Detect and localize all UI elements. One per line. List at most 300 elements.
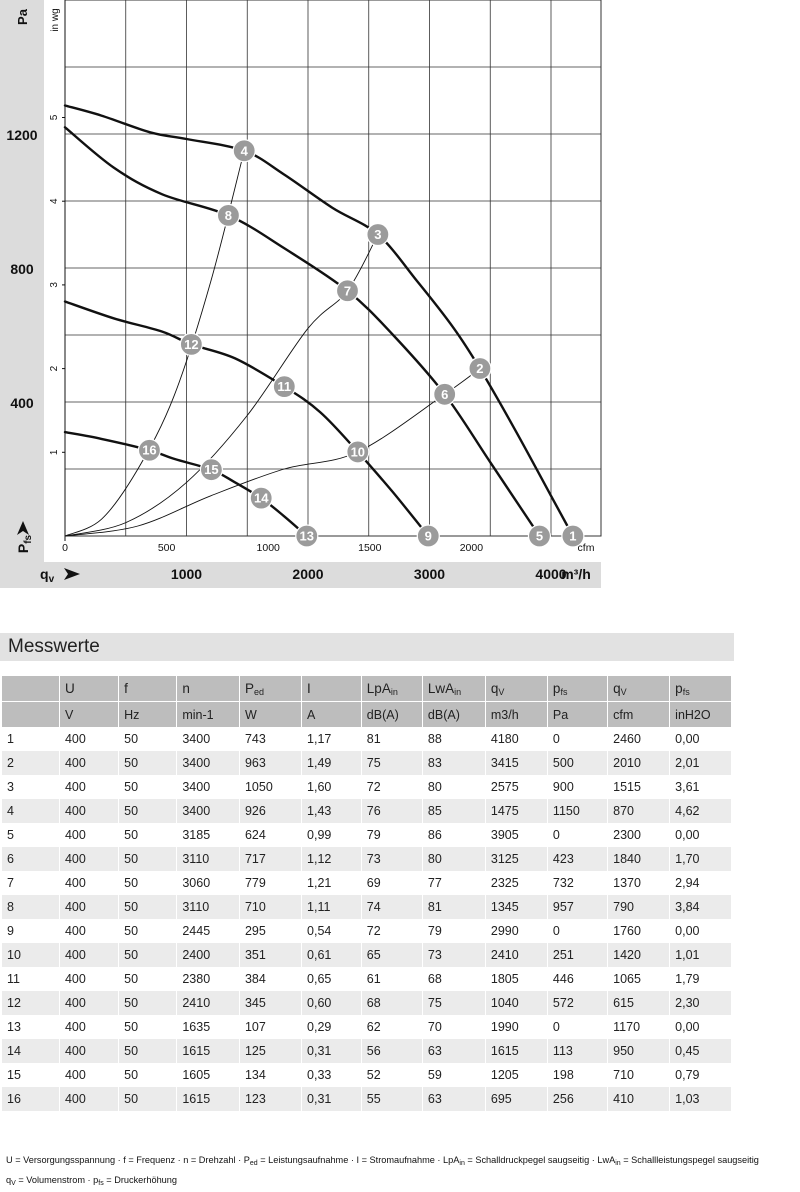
footnote-text: = Schalldruckpegel saugseitig · LwA [464, 1155, 616, 1165]
table-cell: 963 [239, 751, 301, 775]
table-cell: 0 [547, 727, 607, 751]
table-cell: 11 [2, 967, 59, 991]
table-cell: 0,00 [670, 727, 732, 751]
header-row-units [2, 702, 732, 728]
table-cell: 900 [547, 775, 607, 799]
footnote-subscript: fs [98, 1180, 104, 1187]
table-cell: 743 [239, 727, 301, 751]
table-cell: 56 [361, 1039, 422, 1063]
cfm-tick-label: 500 [157, 542, 176, 554]
left-axis-band [0, 0, 44, 562]
table-cell: 2010 [608, 751, 670, 775]
table-cell: 50 [119, 1087, 177, 1111]
m3h-tick-label: 2000 [292, 566, 324, 582]
marker-8 [217, 204, 239, 226]
table-cell: 0,00 [670, 1015, 732, 1039]
column-header [608, 676, 670, 702]
table-cell: 790 [608, 895, 670, 919]
footnote-subscript: in [615, 1160, 621, 1167]
table-cell: 0,00 [670, 823, 732, 847]
table-cell: 123 [239, 1087, 301, 1111]
cfm-tick-label: 1000 [256, 542, 280, 554]
marker-label: 8 [224, 207, 233, 223]
table-cell: 1,17 [302, 727, 362, 751]
column-unit: A [302, 702, 362, 728]
table-cell: 12 [2, 991, 59, 1015]
table-cell: 0 [547, 919, 607, 943]
table-cell: 400 [59, 775, 118, 799]
table-cell: 256 [547, 1087, 607, 1111]
table-cell: 3,61 [670, 775, 732, 799]
table-cell: 61 [361, 967, 422, 991]
table-cell: 2325 [485, 871, 547, 895]
table-row [2, 751, 732, 775]
marker-label: 2 [476, 361, 484, 376]
table-cell: 446 [547, 967, 607, 991]
cfm-unit-label: cfm [577, 542, 595, 554]
table-cell: 710 [608, 1063, 670, 1087]
table-cell: 0,61 [302, 943, 362, 967]
marker-14 [250, 487, 272, 509]
table-cell: 88 [422, 727, 485, 751]
column-header-main: LwA [427, 680, 455, 696]
table-cell: 624 [239, 823, 301, 847]
table-cell: 79 [361, 823, 422, 847]
x-axis-label-main: q [40, 566, 49, 582]
table-cell: 50 [119, 991, 177, 1015]
column-unit [2, 702, 59, 728]
y-axis-label-sub: fs [23, 534, 34, 544]
table-cell: 0,00 [670, 919, 732, 943]
table-cell: 50 [119, 775, 177, 799]
table-row [2, 991, 732, 1015]
table-cell: 50 [119, 727, 177, 751]
table-cell: 2410 [177, 991, 240, 1015]
table-cell: 15 [2, 1063, 59, 1087]
table-cell: 113 [547, 1039, 607, 1063]
section-title: Messwerte [0, 633, 734, 661]
table-cell: 1635 [177, 1015, 240, 1039]
table-row [2, 799, 732, 823]
table-cell: 1990 [485, 1015, 547, 1039]
table-cell: 1205 [485, 1063, 547, 1087]
column-unit: dB(A) [361, 702, 422, 728]
table-cell: 63 [422, 1087, 485, 1111]
table-cell: 72 [361, 775, 422, 799]
table-row [2, 919, 732, 943]
table-row [2, 967, 732, 991]
table-cell: 50 [119, 895, 177, 919]
table-cell: 1 [2, 727, 59, 751]
x-axis-label-sub: v [48, 574, 55, 585]
measurement-table [2, 676, 732, 1111]
footnote-text: = Leistungsaufnahme · I = Stromaufnahme · LpA [257, 1155, 460, 1165]
table-row [2, 1015, 732, 1039]
table-cell: 3110 [177, 895, 240, 919]
table-cell: 400 [59, 799, 118, 823]
table-cell: 1,11 [302, 895, 362, 919]
footnote-text: U = Versorgungsspannung · f = Frequenz · n = Drehzahl · P [6, 1155, 250, 1165]
cfm-tick-label: 0 [62, 542, 68, 554]
marker-label: 13 [299, 528, 315, 544]
table-cell: 400 [59, 991, 118, 1015]
table-cell: 81 [361, 727, 422, 751]
marker-label: 5 [535, 528, 544, 544]
table-cell: 1,03 [670, 1087, 732, 1111]
table-cell: 0,31 [302, 1039, 362, 1063]
table-cell: 1515 [608, 775, 670, 799]
table-cell: 1605 [177, 1063, 240, 1087]
table-cell: 1050 [239, 775, 301, 799]
table-cell: 1,60 [302, 775, 362, 799]
table-cell: 76 [361, 799, 422, 823]
table-cell: 2380 [177, 967, 240, 991]
column-unit: cfm [608, 702, 670, 728]
table-cell: 0,65 [302, 967, 362, 991]
table-cell: 351 [239, 943, 301, 967]
table-cell: 73 [361, 847, 422, 871]
table-cell: 615 [608, 991, 670, 1015]
table-cell: 85 [422, 799, 485, 823]
table-cell: 400 [59, 727, 118, 751]
table-cell: 77 [422, 871, 485, 895]
table-cell: 1420 [608, 943, 670, 967]
table-cell: 50 [119, 871, 177, 895]
table-cell: 2300 [608, 823, 670, 847]
table-cell: 0,45 [670, 1039, 732, 1063]
cfm-tick-label: 2000 [459, 542, 484, 554]
marker-label: 15 [204, 462, 219, 478]
table-row [2, 943, 732, 967]
column-header [485, 676, 547, 702]
footnote-text: = Schallleistungspegel saugseitig [620, 1155, 759, 1165]
table-cell: 50 [119, 823, 177, 847]
table-cell: 1150 [547, 799, 607, 823]
table-cell: 1,12 [302, 847, 362, 871]
table-cell: 1,43 [302, 799, 362, 823]
table-cell: 50 [119, 1015, 177, 1039]
table-cell: 572 [547, 991, 607, 1015]
footnote-text: = Druckerhöhung [103, 1175, 178, 1185]
column-header-sub: in [390, 686, 398, 697]
column-header [422, 676, 485, 702]
table-cell: 2400 [177, 943, 240, 967]
table-cell: 62 [361, 1015, 422, 1039]
table-cell: 3110 [177, 847, 240, 871]
table-cell: 0,29 [302, 1015, 362, 1039]
table-cell: 3060 [177, 871, 240, 895]
table-row [2, 727, 732, 751]
marker-label: 6 [441, 386, 449, 402]
table-cell: 125 [239, 1039, 301, 1063]
table-cell: 3400 [177, 727, 240, 751]
table-row [2, 847, 732, 871]
table-body [2, 727, 732, 1111]
table-cell: 3185 [177, 823, 240, 847]
footnote-line-1 [6, 1152, 800, 1172]
table-cell: 68 [422, 967, 485, 991]
column-unit: dB(A) [422, 702, 485, 728]
column-header-main: U [64, 681, 75, 696]
column-header-main: n [182, 681, 190, 696]
marker-label: 16 [142, 442, 157, 458]
table-cell: 0,33 [302, 1063, 362, 1087]
table-cell: 1,01 [670, 943, 732, 967]
column-header-sub: in [454, 686, 462, 697]
table-cell: 50 [119, 847, 177, 871]
column-unit: inH2O [670, 702, 732, 728]
table-cell: 107 [239, 1015, 301, 1039]
column-unit: W [239, 702, 301, 728]
table-cell: 75 [361, 751, 422, 775]
table-cell: 1040 [485, 991, 547, 1015]
table-cell: 400 [59, 1015, 118, 1039]
table-cell: 1760 [608, 919, 670, 943]
table-cell: 4,62 [670, 799, 732, 823]
table-cell: 50 [119, 967, 177, 991]
table-cell: 9 [2, 919, 59, 943]
table-cell: 50 [119, 943, 177, 967]
table-cell: 1,79 [670, 967, 732, 991]
table-cell: 1170 [608, 1015, 670, 1039]
marker-3 [367, 224, 389, 246]
table-cell: 72 [361, 919, 422, 943]
table-cell: 0 [547, 1015, 607, 1039]
column-header-main: LpA [366, 680, 391, 696]
table-cell: 400 [59, 919, 118, 943]
table-cell: 63 [422, 1039, 485, 1063]
table-cell: 1615 [177, 1087, 240, 1111]
table-cell: 3400 [177, 751, 240, 775]
table-cell: 0,99 [302, 823, 362, 847]
table-row [2, 871, 732, 895]
marker-label: 3 [374, 227, 382, 242]
table-cell: 14 [2, 1039, 59, 1063]
table-cell: 423 [547, 847, 607, 871]
footnote-text: = Volumenstrom · p [15, 1175, 99, 1185]
table-cell: 50 [119, 1039, 177, 1063]
table-row [2, 1063, 732, 1087]
table-cell: 400 [59, 847, 118, 871]
m3h-tick-label: 1000 [170, 566, 203, 582]
m3h-tick-label: 3000 [413, 566, 446, 582]
inwg-tick-label: 3 [49, 282, 60, 288]
table-cell: 1,70 [670, 847, 732, 871]
table-cell: 6 [2, 847, 59, 871]
table-cell: 251 [547, 943, 607, 967]
table-cell: 1615 [177, 1039, 240, 1063]
marker-label: 1 [569, 528, 577, 544]
table-cell: 732 [547, 871, 607, 895]
column-header [2, 676, 59, 702]
table-row [2, 1039, 732, 1063]
table-cell: 1805 [485, 967, 547, 991]
table-cell: 926 [239, 799, 301, 823]
table-cell: 400 [59, 943, 118, 967]
table-cell: 2460 [608, 727, 670, 751]
table-cell: 59 [422, 1063, 485, 1087]
marker-label: 10 [350, 444, 366, 460]
table-cell: 5 [2, 823, 59, 847]
table-cell: 500 [547, 751, 607, 775]
table-cell: 80 [422, 847, 485, 871]
table-cell: 1345 [485, 895, 547, 919]
table-cell: 400 [59, 1063, 118, 1087]
marker-2 [469, 358, 491, 380]
marker-9 [417, 525, 439, 547]
marker-6 [434, 383, 456, 405]
table-cell: 2 [2, 751, 59, 775]
table-cell: 400 [59, 871, 118, 895]
column-header [59, 676, 118, 702]
column-header-sub: ed [254, 686, 265, 697]
column-header [239, 676, 301, 702]
header-row-quantities [2, 676, 732, 702]
table-cell: 1,21 [302, 871, 362, 895]
table-cell: 0,31 [302, 1087, 362, 1111]
column-header [670, 676, 732, 702]
table-row [2, 775, 732, 799]
column-unit: Pa [547, 702, 607, 728]
table-cell: 1615 [485, 1039, 547, 1063]
y-axis-label-main: P [15, 543, 31, 554]
table-cell: 69 [361, 871, 422, 895]
table-row [2, 823, 732, 847]
table-cell: 86 [422, 823, 485, 847]
table-cell: 50 [119, 751, 177, 775]
marker-label: 11 [277, 379, 292, 395]
marker-label: 4 [240, 143, 248, 159]
marker-5 [528, 525, 550, 547]
table-cell: 950 [608, 1039, 670, 1063]
column-unit: Hz [119, 702, 177, 728]
table-cell: 1370 [608, 871, 670, 895]
footnote-subscript: V [11, 1180, 16, 1187]
table-cell: 3905 [485, 823, 547, 847]
table-row [2, 1087, 732, 1111]
table-cell: 779 [239, 871, 301, 895]
table-cell: 870 [608, 799, 670, 823]
table-cell: 4180 [485, 727, 547, 751]
table-cell: 3125 [485, 847, 547, 871]
table-cell: 0,79 [670, 1063, 732, 1087]
column-header [361, 676, 422, 702]
footnote-subscript: in [459, 1160, 465, 1167]
marker-16 [138, 439, 160, 461]
table-cell: 1475 [485, 799, 547, 823]
table-cell: 81 [422, 895, 485, 919]
footnote-text: q [6, 1175, 12, 1185]
table-cell: 1065 [608, 967, 670, 991]
column-header-main: q [613, 680, 621, 696]
footnote [6, 1152, 800, 1192]
table-cell: 0 [547, 823, 607, 847]
column-header-main: P [244, 680, 254, 696]
table-cell: 70 [422, 1015, 485, 1039]
footnote-line-2 [6, 1172, 800, 1192]
pa-tick-label: 400 [10, 395, 34, 411]
pa-tick-label: 800 [10, 261, 34, 277]
marker-4 [233, 140, 255, 162]
table-cell: 1,49 [302, 751, 362, 775]
table-cell: 400 [59, 967, 118, 991]
table-cell: 2410 [485, 943, 547, 967]
marker-10 [347, 441, 369, 463]
column-unit: min-1 [177, 702, 240, 728]
table-cell: 3 [2, 775, 59, 799]
column-header-main: I [307, 681, 311, 696]
table-cell: 0,54 [302, 919, 362, 943]
column-unit: m3/h [485, 702, 547, 728]
table-cell: 83 [422, 751, 485, 775]
column-header-main: q [490, 680, 499, 696]
table-cell: 957 [547, 895, 607, 919]
inwg-tick-label: 1 [49, 449, 60, 456]
table-cell: 400 [59, 751, 118, 775]
table-cell: 295 [239, 919, 301, 943]
inwg-tick-label: 5 [49, 114, 60, 121]
table-cell: 2445 [177, 919, 240, 943]
table-cell: 80 [422, 775, 485, 799]
table-cell: 0,60 [302, 991, 362, 1015]
table-cell: 2575 [485, 775, 547, 799]
column-header [177, 676, 240, 702]
table-cell: 50 [119, 1063, 177, 1087]
table-cell: 3400 [177, 799, 240, 823]
pa-tick-label: 1200 [6, 127, 38, 143]
column-header-sub: fs [560, 686, 568, 697]
marker-7 [336, 280, 358, 302]
table-cell: 50 [119, 919, 177, 943]
marker-label: 14 [253, 490, 269, 506]
table-cell: 50 [119, 799, 177, 823]
table-cell: 400 [59, 895, 118, 919]
table-cell: 73 [422, 943, 485, 967]
table-cell: 3400 [177, 775, 240, 799]
marker-15 [200, 459, 222, 481]
table-cell: 10 [2, 943, 59, 967]
table-cell: 1840 [608, 847, 670, 871]
column-header-sub: fs [682, 686, 690, 697]
column-header [119, 676, 177, 702]
column-header-sub: V [620, 686, 627, 697]
marker-12 [180, 333, 202, 355]
table-cell: 2990 [485, 919, 547, 943]
marker-label: 9 [424, 528, 432, 544]
marker-label: 7 [343, 283, 352, 299]
table-cell: 8 [2, 895, 59, 919]
table-cell: 4 [2, 799, 59, 823]
column-header-main: p [675, 680, 683, 696]
table-cell: 2,30 [670, 991, 732, 1015]
table-cell: 2,94 [670, 871, 732, 895]
fan-curve-chart [0, 0, 800, 590]
table-cell: 2,01 [670, 751, 732, 775]
table-cell: 717 [239, 847, 301, 871]
column-unit: V [59, 702, 118, 728]
marker-11 [273, 376, 295, 398]
column-header-main: f [124, 681, 128, 696]
table-cell: 400 [59, 823, 118, 847]
table-cell: 400 [59, 1039, 118, 1063]
footnote-subscript: ed [249, 1160, 258, 1167]
table-cell: 384 [239, 967, 301, 991]
column-header-sub: V [498, 686, 505, 697]
table-cell: 400 [59, 1087, 118, 1111]
inwg-tick-label: 4 [49, 198, 60, 204]
table-row [2, 895, 732, 919]
inwg-tick-label: 2 [49, 365, 60, 372]
